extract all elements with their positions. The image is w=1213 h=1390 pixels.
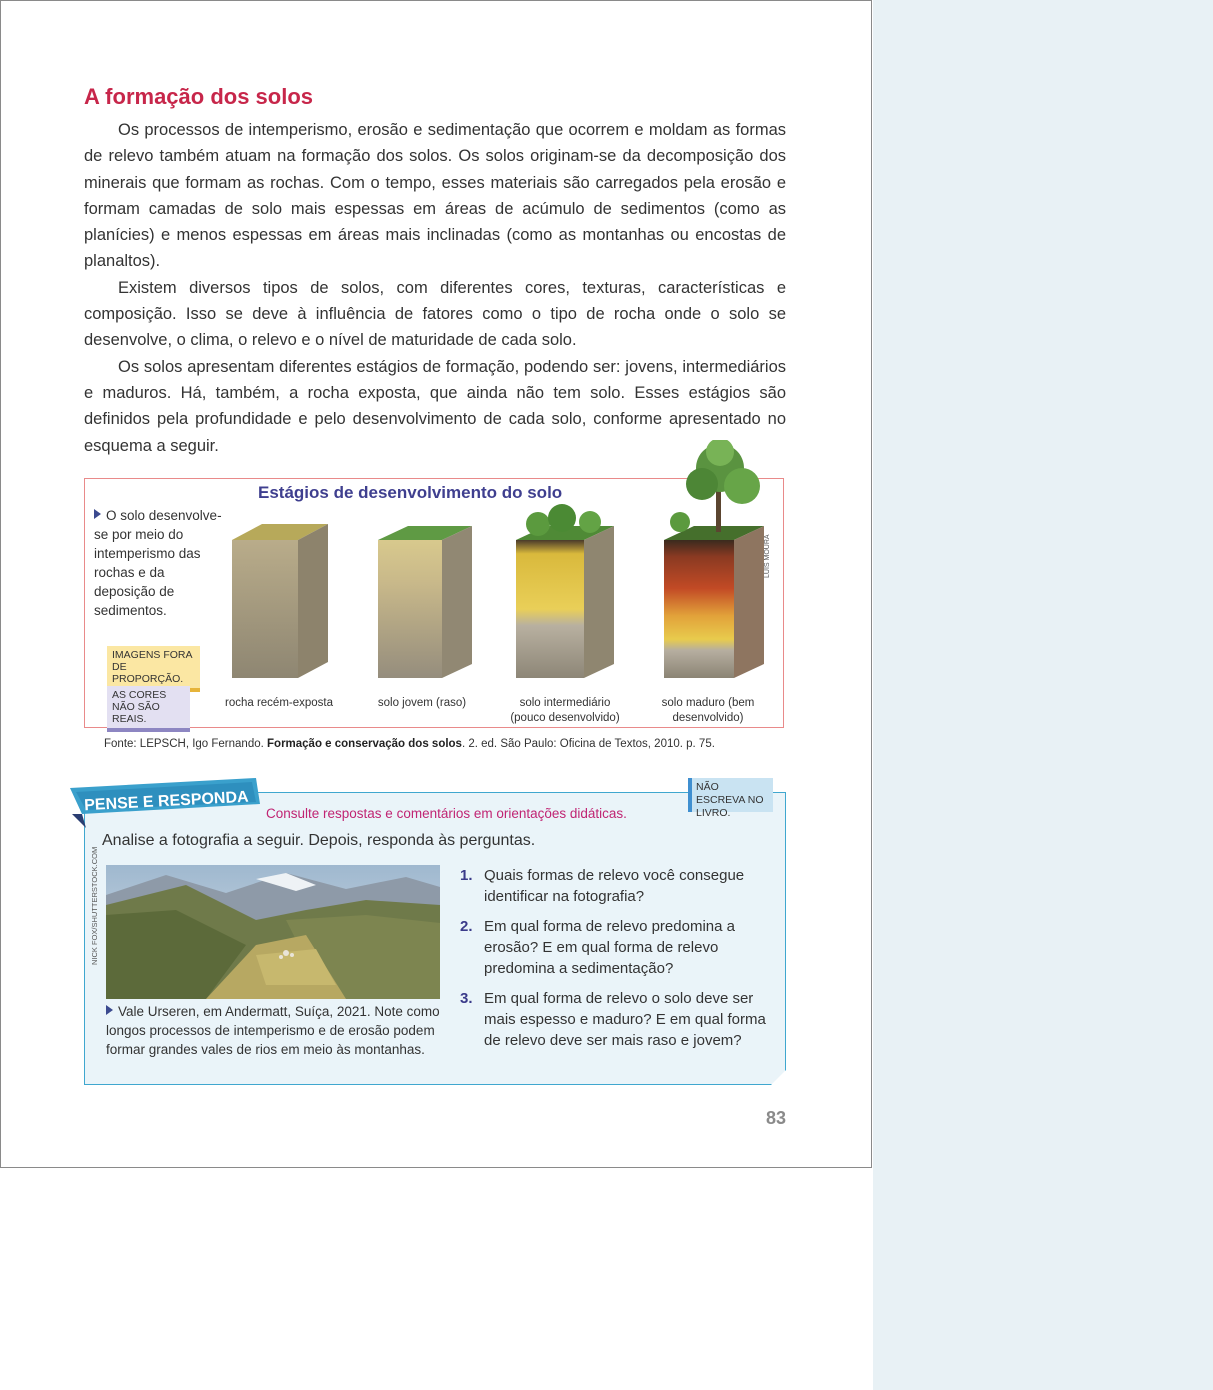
question-text: Quais formas de relevo você consegue identificar na fotografia?: [484, 867, 745, 905]
section-title: A formação dos solos: [84, 84, 314, 109]
question-text: Em qual forma de relevo predomina a erosão? E em qual forma de relevo predomina a sedimentação?: [484, 918, 735, 977]
rock-column: [232, 524, 328, 678]
figure-caption-text: O solo desenvolve-se por meio do intemperismo das rochas e da deposição de sedimentos.: [94, 508, 222, 618]
question-2: [460, 916, 780, 979]
box-corner-cut: [770, 1070, 786, 1086]
question-text: Em qual forma de relevo o solo deve ser mais espesso e maduro? E em qual forma de relevo deve ser mais raso e jovem?: [484, 990, 766, 1049]
stage-label: solo intermediário (pouco desenvolvido): [510, 697, 620, 724]
figure-source: Fonte: LEPSCH, Igo Fernando. Formação e conservação dos solos. 2. ed. São Paulo: Oficina de Textos, 2010. p. 75.: [104, 738, 715, 750]
page-number: 83: [766, 1108, 787, 1128]
figure-caption: [94, 506, 224, 620]
source-title: Formação e conservação dos solos: [267, 738, 462, 750]
stage-label: solo maduro (bem desenvolvido): [661, 697, 755, 724]
young-soil-column: [378, 526, 472, 678]
illustration-credit: LUIS MOURA: [764, 534, 771, 578]
figure-title: Estágios de desenvolvimento do solo: [258, 483, 563, 502]
caption-arrow-icon: [106, 1005, 113, 1015]
proportion-tag: IMAGENS FORA DE PROPORÇÃO.: [107, 646, 200, 692]
paragraph: Os solos apresentam diferentes estágios de formação, podendo ser: jovens, intermediários e maduros. Há, também, a rocha exposta, que ainda não tem solo. Esses estágios são definidos pela profundidade e pelo desenvolvimento de cada solo, conforme apresentado no esquema a seguir.: [84, 357, 786, 455]
pense-responda-banner: [70, 778, 260, 828]
body-text: [84, 117, 786, 459]
activity-intro: Analise a fotografia a seguir. Depois, responda às perguntas.: [102, 832, 536, 849]
question-number: 3.: [460, 990, 473, 1007]
photo-caption-text: Vale Urseren, em Andermatt, Suíça, 2021. Note como longos processos de intemperismo e de erosão podem formar grandes vales de rios em meio às montanhas.: [106, 1004, 440, 1057]
mature-soil-column: [664, 440, 764, 678]
question-3: [460, 988, 780, 1051]
stage-label: solo jovem (raso): [377, 697, 467, 709]
valley-photo: [106, 865, 440, 999]
intermediate-soil-column: [516, 504, 614, 678]
paragraph: Existem diversos tipos de solos, com diferentes cores, texturas, características e composição. Isso se deve à influência de fatores como o tipo de rocha onde o solo se desenvolve, o clima, o relevo e o nível de maturidade de cada solo.: [84, 278, 786, 350]
teacher-hint: Consulte respostas e comentários em orientações didáticas.: [266, 806, 627, 821]
banner-text: PENSE E RESPONDA: [83, 788, 249, 815]
paragraph: Os processos de intemperismo, erosão e sedimentação que ocorrem e moldam as formas de relevo também atuam na formação dos solos. Os solos originam-se da decomposição dos minerais que formam as rochas. Com o tempo, esses materiais são carregados pela erosão e formam camadas de solo mais espessas em áreas de acúmulo de sedimentos (como as planícies) e menos espessas em áreas mais inclinadas (como as montanhas ou encostas de planaltos).: [84, 121, 786, 271]
stage-label: rocha recém-exposta: [224, 697, 334, 709]
question-1: [460, 865, 780, 907]
soil-stages-illustration: [220, 440, 790, 690]
photo-caption: [106, 1002, 451, 1059]
colors-tag: AS CORES NÃO SÃO REAIS.: [107, 686, 190, 732]
nao-escreva-tag: NÃO ESCREVA NO LIVRO.: [688, 778, 773, 812]
photo-credit: NICK FOX/SHUTTERSTOCK.COM: [90, 846, 99, 965]
side-panel: [873, 0, 1213, 1390]
question-number: 2.: [460, 918, 473, 935]
caption-arrow-icon: [94, 509, 101, 519]
question-number: 1.: [460, 867, 473, 884]
